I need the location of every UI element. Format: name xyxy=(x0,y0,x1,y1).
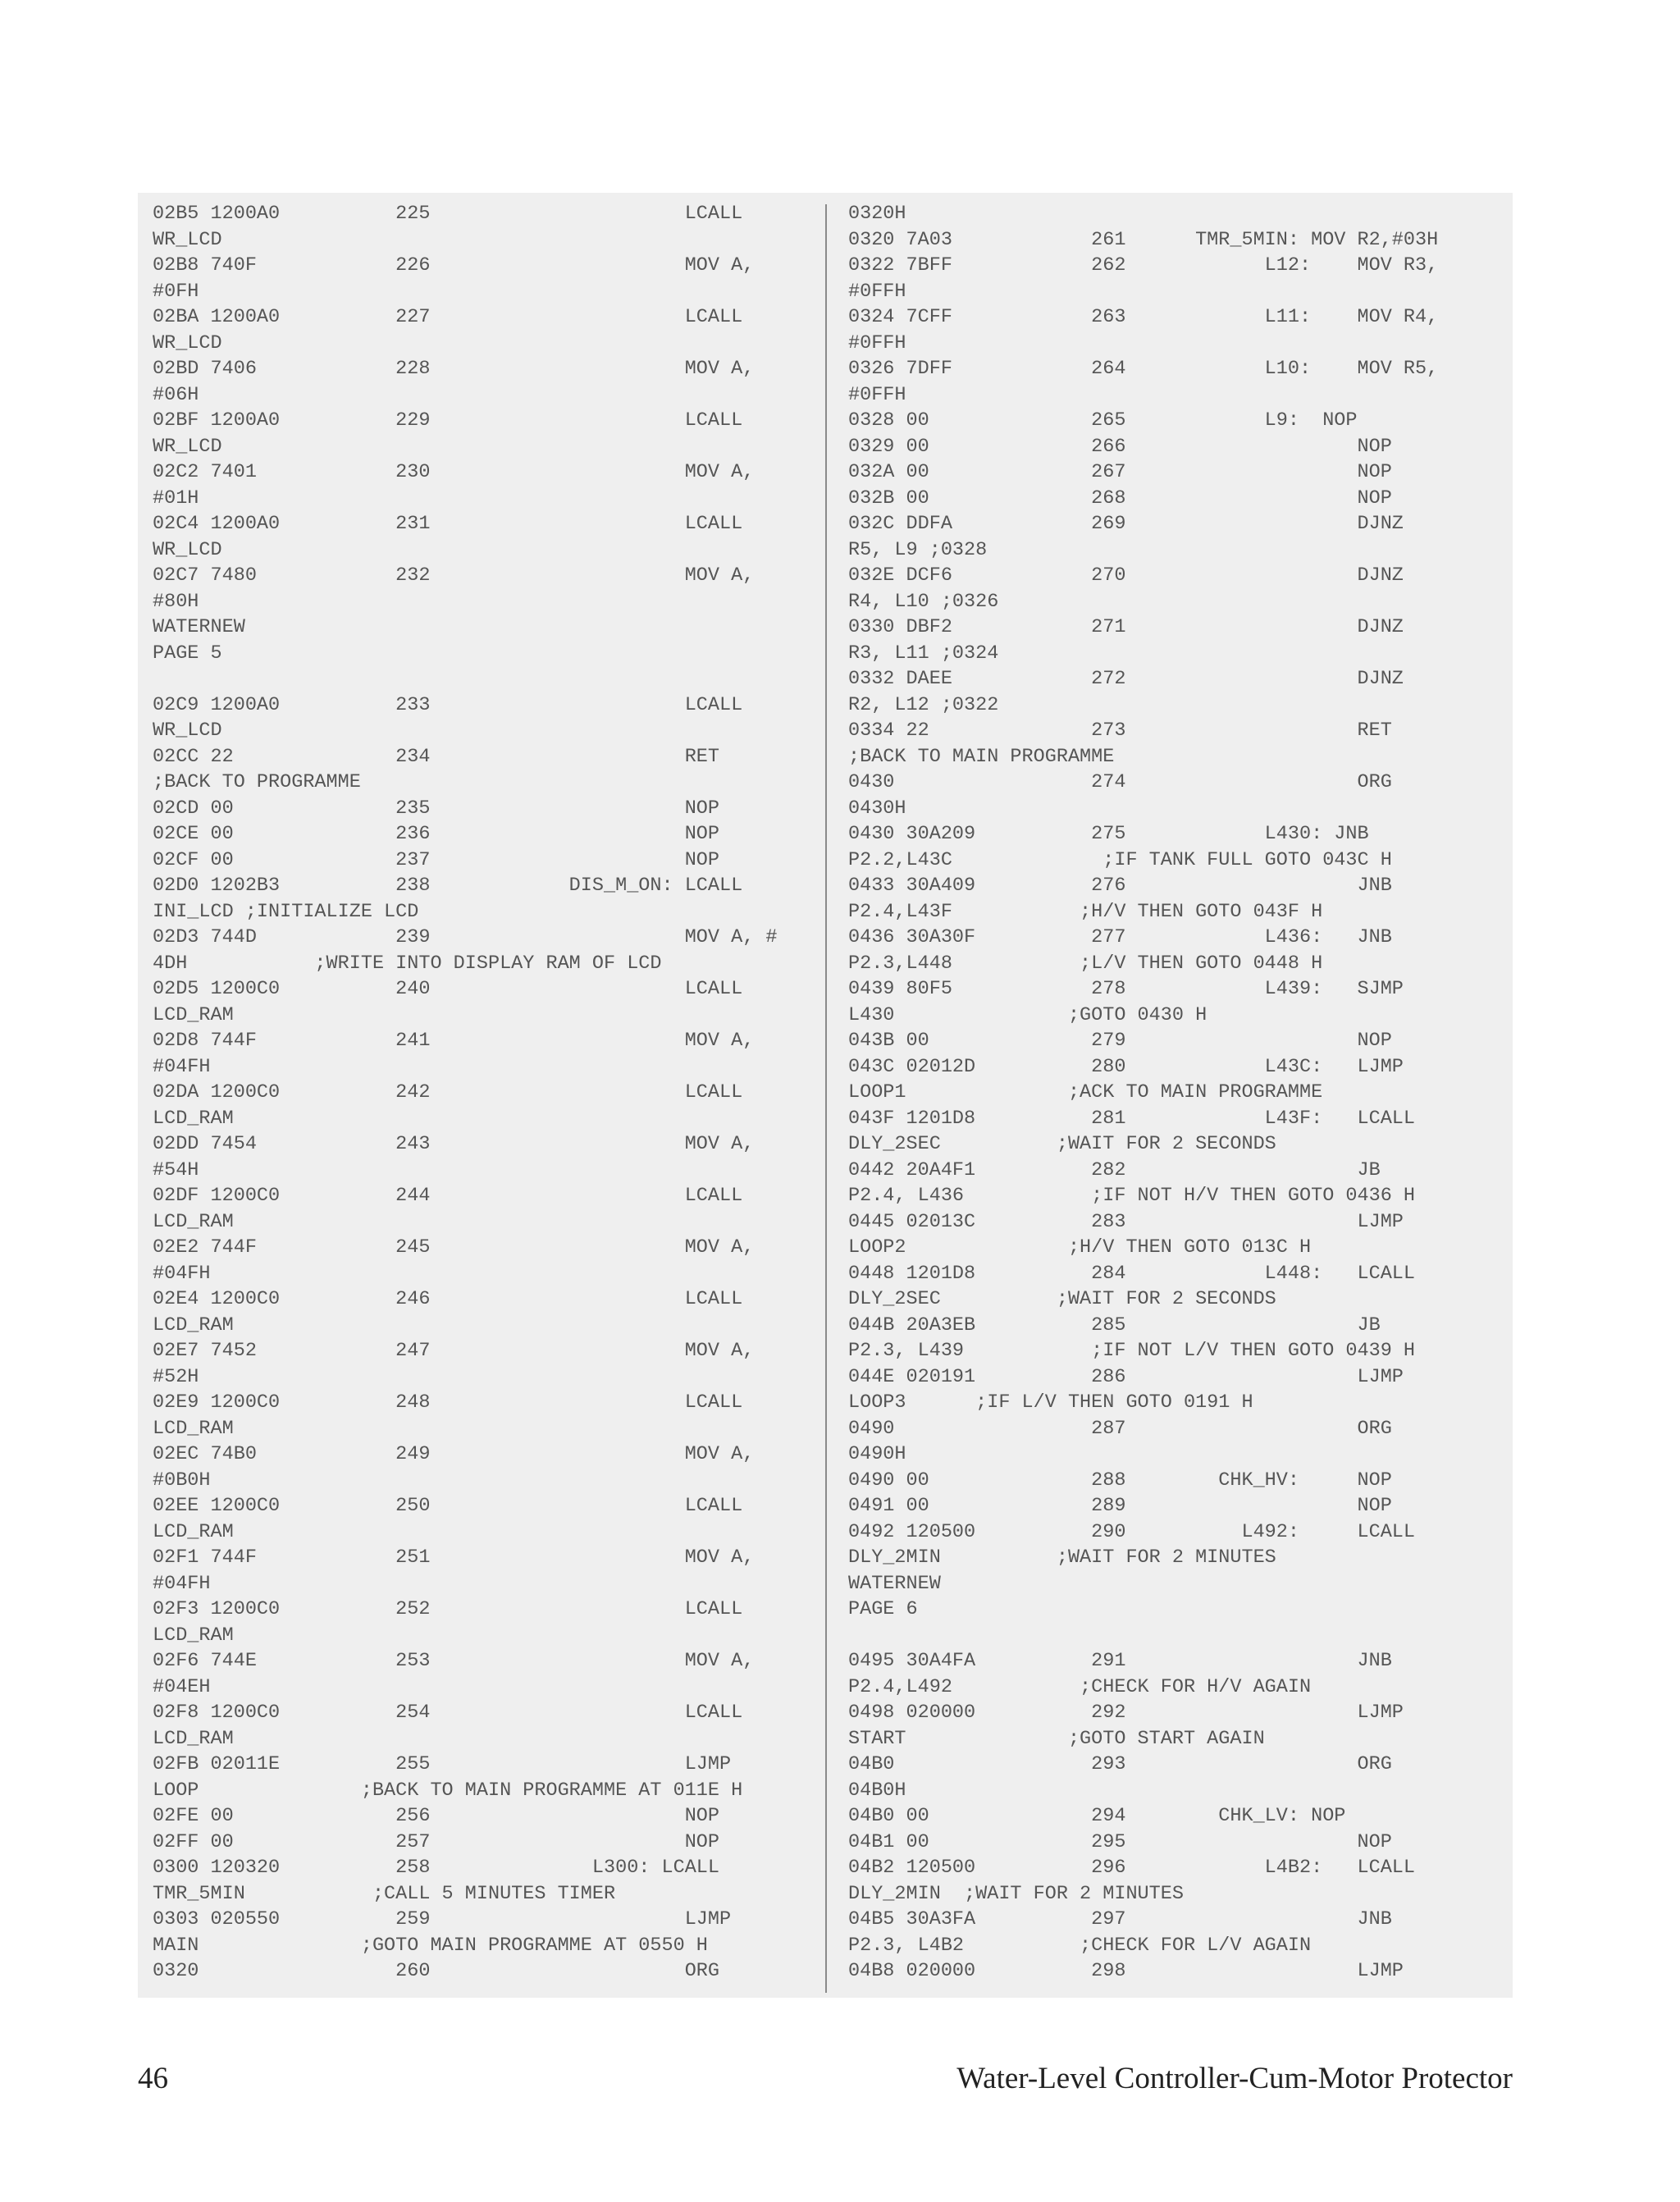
code-line: 044B 20A3EB 285 JB xyxy=(848,1313,1381,1336)
code-line: P2.3,L448 ;L/V THEN GOTO 0448 H xyxy=(848,952,1323,975)
code-line xyxy=(153,666,825,692)
code-line: 043F 1201D8 281 L43F: LCALL xyxy=(848,1107,1416,1130)
code-line: R2, L12 ;0322 xyxy=(848,693,999,716)
code-line: 02EE 1200C0 250 LCALL xyxy=(153,1495,743,1517)
code-line: 02BF 1200A0 229 LCALL xyxy=(153,409,743,432)
code-line: 04B2 120500 296 L4B2: LCALL xyxy=(848,1857,1416,1879)
code-line: 0322 7BFF 262 L12: MOV R3, xyxy=(848,254,1439,276)
code-line: #04FH xyxy=(153,1055,211,1078)
code-line: WR_LCD xyxy=(153,228,222,251)
code-line: DLY_2SEC ;WAIT FOR 2 SECONDS xyxy=(848,1288,1276,1310)
code-line: 02C7 7480 232 MOV A, xyxy=(153,564,755,587)
code-line: 4DH ;WRITE INTO DISPLAY RAM OF LCD xyxy=(153,952,662,975)
running-title: Water-Level Controller-Cum-Motor Protector xyxy=(956,2062,1513,2095)
code-line: R3, L11 ;0324 xyxy=(848,642,999,665)
code-line: 02DF 1200C0 244 LCALL xyxy=(153,1185,743,1207)
code-line: 02FE 00 256 NOP xyxy=(153,1805,720,1827)
code-line: 0330 DBF2 271 DJNZ xyxy=(848,616,1404,638)
code-line: 0320H xyxy=(848,203,906,225)
code-line: 044E 020191 286 LJMP xyxy=(848,1365,1404,1388)
code-line: 02F1 744F 251 MOV A, xyxy=(153,1546,755,1569)
code-line: 0320 7A03 261 TMR_5MIN: MOV R2,#03H xyxy=(848,228,1439,251)
code-line: INI_LCD ;INITIALIZE LCD xyxy=(153,900,419,923)
code-line: #0FH xyxy=(153,280,199,303)
code-line: 02D0 1202B3 238 DIS_M_ON: LCALL xyxy=(153,875,743,897)
listing-left-column xyxy=(153,201,825,1985)
code-line: 02CE 00 236 NOP xyxy=(153,823,720,845)
code-line: 02D5 1200C0 240 LCALL xyxy=(153,978,743,1000)
code-line: WR_LCD xyxy=(153,331,222,354)
code-line: #80H xyxy=(153,590,199,613)
code-line: 0300 120320 258 L300: LCALL xyxy=(153,1857,720,1879)
code-line: 032A 00 267 NOP xyxy=(848,461,1392,483)
code-line: 043B 00 279 NOP xyxy=(848,1030,1392,1052)
code-line: 0433 30A409 276 JNB xyxy=(848,875,1392,897)
code-line: LOOP2 ;H/V THEN GOTO 013C H xyxy=(848,1236,1312,1259)
code-line: #52H xyxy=(153,1365,199,1388)
code-line: P2.3, L4B2 ;CHECK FOR L/V AGAIN xyxy=(848,1934,1312,1957)
code-line: 02B8 740F 226 MOV A, xyxy=(153,254,755,276)
code-line: WATERNEW xyxy=(153,616,245,638)
code-line: 02E2 744F 245 MOV A, xyxy=(153,1236,755,1259)
code-line: 0492 120500 290 L492: LCALL xyxy=(848,1520,1416,1543)
code-line: 02F3 1200C0 252 LCALL xyxy=(153,1598,743,1620)
code-line: #0FFH xyxy=(848,280,906,303)
code-line: 032B 00 268 NOP xyxy=(848,487,1392,509)
code-line: #0FFH xyxy=(848,331,906,354)
code-line: 0324 7CFF 263 L11: MOV R4, xyxy=(848,306,1439,328)
code-line: 0436 30A30F 277 L436: JNB xyxy=(848,926,1392,948)
code-line: LCD_RAM xyxy=(153,1624,234,1647)
code-line: WR_LCD xyxy=(153,435,222,458)
code-line: 02FB 02011E 255 LJMP xyxy=(153,1753,732,1775)
code-line: PAGE 6 xyxy=(848,1598,918,1620)
code-line: 02C2 7401 230 MOV A, xyxy=(153,461,755,483)
code-line: LOOP1 ;ACK TO MAIN PROGRAMME xyxy=(848,1081,1323,1103)
code-line: 0430 30A209 275 L430: JNB xyxy=(848,823,1369,845)
code-line: 04B1 00 295 NOP xyxy=(848,1830,1392,1853)
code-line: WR_LCD xyxy=(153,720,222,742)
code-line: P2.4,L43F ;H/V THEN GOTO 043F H xyxy=(848,900,1323,923)
code-line: 02CF 00 237 NOP xyxy=(153,848,720,871)
listing-right-column xyxy=(848,201,1521,1985)
code-line: 0442 20A4F1 282 JB xyxy=(848,1158,1381,1181)
code-line: 0490H xyxy=(848,1443,906,1465)
code-line: 02E4 1200C0 246 LCALL xyxy=(153,1288,743,1310)
page-number: 46 xyxy=(138,2062,168,2095)
code-listing xyxy=(138,193,1513,1998)
code-line: TMR_5MIN ;CALL 5 MINUTES TIMER xyxy=(153,1882,616,1905)
code-line: 0430 274 ORG xyxy=(848,771,1392,793)
code-line: 02BA 1200A0 227 LCALL xyxy=(153,306,743,328)
code-line: LCD_RAM xyxy=(153,1210,234,1233)
code-line: 02D3 744D 239 MOV A, # xyxy=(153,926,778,948)
code-line: ;BACK TO PROGRAMME xyxy=(153,771,361,793)
code-line: DLY_2SEC ;WAIT FOR 2 SECONDS xyxy=(848,1133,1276,1155)
code-line: 02F8 1200C0 254 LCALL xyxy=(153,1702,743,1724)
code-line: 02CD 00 235 NOP xyxy=(153,797,720,820)
code-line: #04FH xyxy=(153,1262,211,1285)
code-line: R4, L10 ;0326 xyxy=(848,590,999,613)
code-line xyxy=(848,1623,1521,1649)
code-line: LCD_RAM xyxy=(153,1313,234,1336)
code-line: MAIN ;GOTO MAIN PROGRAMME AT 0550 H xyxy=(153,1934,708,1957)
code-line: LCD_RAM xyxy=(153,1520,234,1543)
code-line: R5, L9 ;0328 xyxy=(848,538,988,561)
code-line: 02FF 00 257 NOP xyxy=(153,1830,720,1853)
code-line: 0448 1201D8 284 L448: LCALL xyxy=(848,1262,1416,1285)
code-line: WATERNEW xyxy=(848,1572,941,1595)
code-line: WR_LCD xyxy=(153,538,222,561)
code-line: 02CC 22 234 RET xyxy=(153,745,720,768)
code-line: 02C9 1200A0 233 LCALL xyxy=(153,693,743,716)
code-line: #04EH xyxy=(153,1675,211,1698)
code-line: #01H xyxy=(153,487,199,509)
code-line: 02D8 744F 241 MOV A, xyxy=(153,1030,755,1052)
code-line: 0445 02013C 283 LJMP xyxy=(848,1210,1404,1233)
code-line: 02C4 1200A0 231 LCALL xyxy=(153,513,743,535)
code-line: 02F6 744E 253 MOV A, xyxy=(153,1650,755,1672)
code-line: 02E7 7452 247 MOV A, xyxy=(153,1340,755,1362)
code-line: 02EC 74B0 249 MOV A, xyxy=(153,1443,755,1465)
code-line: 04B8 020000 298 LJMP xyxy=(848,1960,1404,1982)
code-line: LOOP ;BACK TO MAIN PROGRAMME AT 011E H xyxy=(153,1779,743,1802)
code-line: START ;GOTO START AGAIN xyxy=(848,1727,1265,1750)
code-line: 0439 80F5 278 L439: SJMP xyxy=(848,978,1404,1000)
code-line: LCD_RAM xyxy=(153,1107,234,1130)
code-line: 02DA 1200C0 242 LCALL xyxy=(153,1081,743,1103)
code-line: 0326 7DFF 264 L10: MOV R5, xyxy=(848,358,1439,380)
code-line: 04B0 293 ORG xyxy=(848,1753,1392,1775)
code-line: 0303 020550 259 LJMP xyxy=(153,1908,732,1930)
code-line: 04B5 30A3FA 297 JNB xyxy=(848,1908,1392,1930)
code-line: L430 ;GOTO 0430 H xyxy=(848,1003,1208,1026)
code-line: 02BD 7406 228 MOV A, xyxy=(153,358,755,380)
code-line: 0328 00 265 L9: NOP xyxy=(848,409,1358,432)
code-line: #0FFH xyxy=(848,383,906,406)
code-line: DLY_2MIN ;WAIT FOR 2 MINUTES xyxy=(848,1546,1276,1569)
code-line: 04B0H xyxy=(848,1779,906,1802)
code-line: 0320 260 ORG xyxy=(153,1960,720,1982)
code-line: P2.3, L439 ;IF NOT L/V THEN GOTO 0439 H xyxy=(848,1340,1416,1362)
code-line: 0491 00 289 NOP xyxy=(848,1495,1392,1517)
code-line: P2.2,L43C ;IF TANK FULL GOTO 043C H xyxy=(848,848,1392,871)
code-line: 032C DDFA 269 DJNZ xyxy=(848,513,1404,535)
code-line: 0490 00 288 CHK_HV: NOP xyxy=(848,1469,1392,1492)
code-line: P2.4, L436 ;IF NOT H/V THEN GOTO 0436 H xyxy=(848,1185,1416,1207)
code-line: PAGE 5 xyxy=(153,642,222,665)
code-line: 02DD 7454 243 MOV A, xyxy=(153,1133,755,1155)
code-line: LCD_RAM xyxy=(153,1003,234,1026)
code-line: LOOP3 ;IF L/V THEN GOTO 0191 H xyxy=(848,1391,1253,1414)
code-line: 0430H xyxy=(848,797,906,820)
code-line: 0329 00 266 NOP xyxy=(848,435,1392,458)
code-line: LCD_RAM xyxy=(153,1417,234,1440)
code-line: 0490 287 ORG xyxy=(848,1417,1392,1440)
code-line: DLY_2MIN ;WAIT FOR 2 MINUTES xyxy=(848,1882,1184,1905)
code-line: #04FH xyxy=(153,1572,211,1595)
code-line: 02E9 1200C0 248 LCALL xyxy=(153,1391,743,1414)
code-line: 04B0 00 294 CHK_LV: NOP xyxy=(848,1805,1346,1827)
code-line: 0334 22 273 RET xyxy=(848,720,1392,742)
code-line: 043C 02012D 280 L43C: LJMP xyxy=(848,1055,1404,1078)
code-line: LCD_RAM xyxy=(153,1727,234,1750)
code-line: P2.4,L492 ;CHECK FOR H/V AGAIN xyxy=(848,1675,1312,1698)
code-line: 0495 30A4FA 291 JNB xyxy=(848,1650,1392,1672)
code-line: #06H xyxy=(153,383,199,406)
column-divider xyxy=(825,204,827,1993)
code-line: #54H xyxy=(153,1158,199,1181)
code-line: 0332 DAEE 272 DJNZ xyxy=(848,668,1404,690)
code-line: #0B0H xyxy=(153,1469,211,1492)
code-line: 02B5 1200A0 225 LCALL xyxy=(153,203,743,225)
code-line: ;BACK TO MAIN PROGRAMME xyxy=(848,745,1115,768)
code-line: 0498 020000 292 LJMP xyxy=(848,1702,1404,1724)
code-line: 032E DCF6 270 DJNZ xyxy=(848,564,1404,587)
